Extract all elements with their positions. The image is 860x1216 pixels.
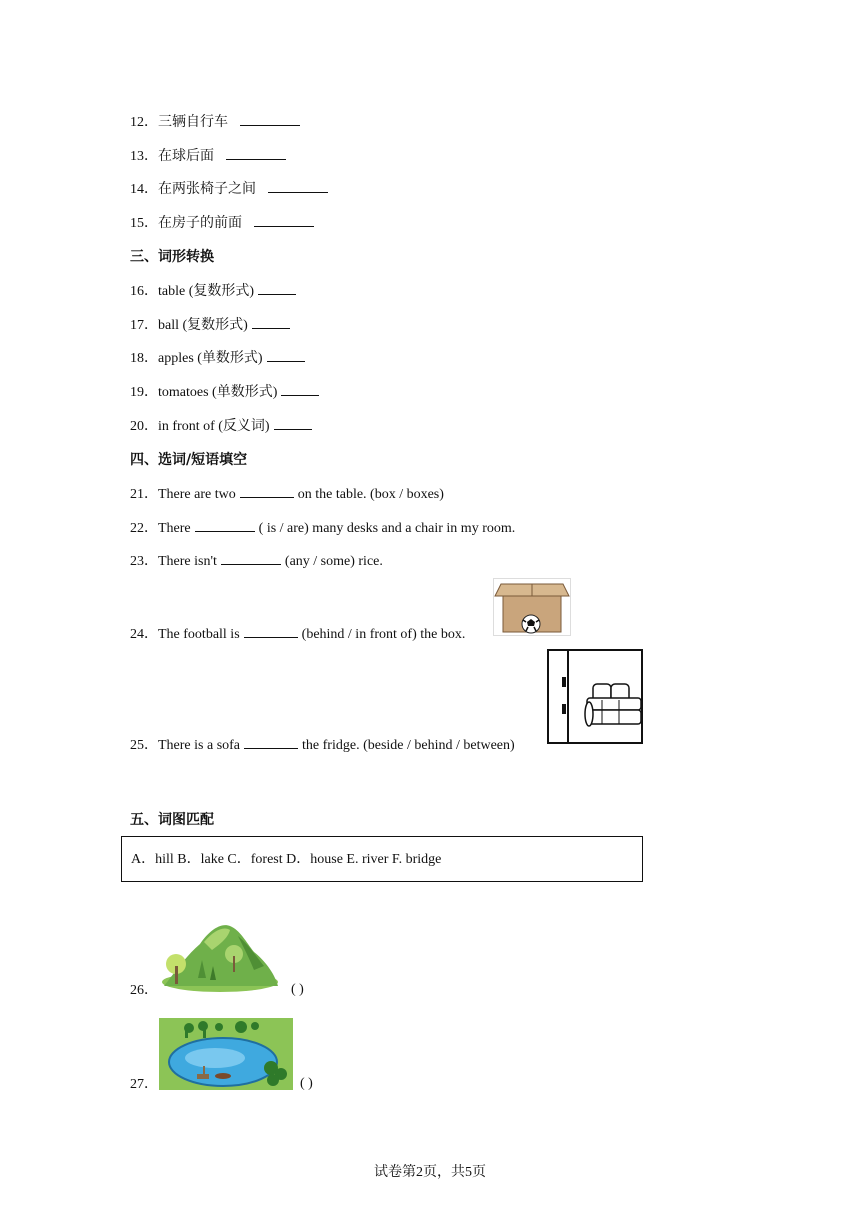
answer-blank[interactable] [254, 214, 314, 227]
question-27-number: 27． [130, 1077, 158, 1092]
question-24: 24．The football is (behind / in front of) the box. [130, 627, 466, 642]
answer-blank[interactable] [281, 383, 319, 396]
question-15: 15．在房子的前面 [130, 214, 314, 233]
hill-image [158, 920, 282, 992]
page-footer: 试卷第2页，共5页 [374, 1165, 486, 1180]
question-25: 25．There is a sofa the fridge. (beside / behind / between) [130, 738, 515, 753]
question-19: 19．tomatoes (单数形式) [130, 383, 319, 402]
question-14: 14．在两张椅子之间 [130, 180, 328, 199]
lake-image [159, 1018, 293, 1090]
answer-blank[interactable] [274, 417, 312, 430]
question-22: 22．There ( is / are) many desks and a chair in my room. [130, 521, 516, 536]
answer-blank[interactable] [268, 180, 328, 193]
answer-blank[interactable] [258, 282, 296, 295]
answer-blank[interactable] [226, 147, 286, 160]
question-13: 13．在球后面 [130, 147, 286, 166]
answer-blank[interactable] [240, 485, 294, 498]
answer-blank[interactable] [244, 625, 298, 638]
question-23: 23．There isn't (any / some) rice. [130, 554, 383, 569]
answer-paren-27[interactable]: ( ) [300, 1076, 313, 1091]
question-17: 17．ball (复数形式) [130, 316, 290, 335]
sofa-fridge-image [547, 648, 659, 746]
question-12: 12．三辆自行车 [130, 113, 300, 132]
question-21: 21．There are two on the table. (box / boxes) [130, 487, 444, 502]
answer-blank[interactable] [267, 349, 305, 362]
question-18: 18．apples (单数形式) [130, 349, 305, 368]
word-options-box: A．hill B．lake C．forest D．house E. river F. bridge [121, 836, 643, 882]
answer-paren-26[interactable]: ( ) [291, 982, 304, 997]
box-football-image [493, 578, 571, 636]
answer-blank[interactable] [221, 552, 281, 565]
answer-blank[interactable] [240, 113, 300, 126]
section-4-title: 四、选词/短语填空 [130, 452, 248, 468]
answer-blank[interactable] [195, 519, 255, 532]
question-20: 20．in front of (反义词) [130, 417, 312, 436]
question-16: 16．table (复数形式) [130, 282, 296, 301]
section-5-title: 五、词图匹配 [130, 812, 214, 828]
question-26-number: 26． [130, 983, 158, 998]
answer-blank[interactable] [252, 316, 290, 329]
answer-blank[interactable] [244, 736, 298, 749]
section-3-title: 三、词形转换 [130, 249, 214, 265]
